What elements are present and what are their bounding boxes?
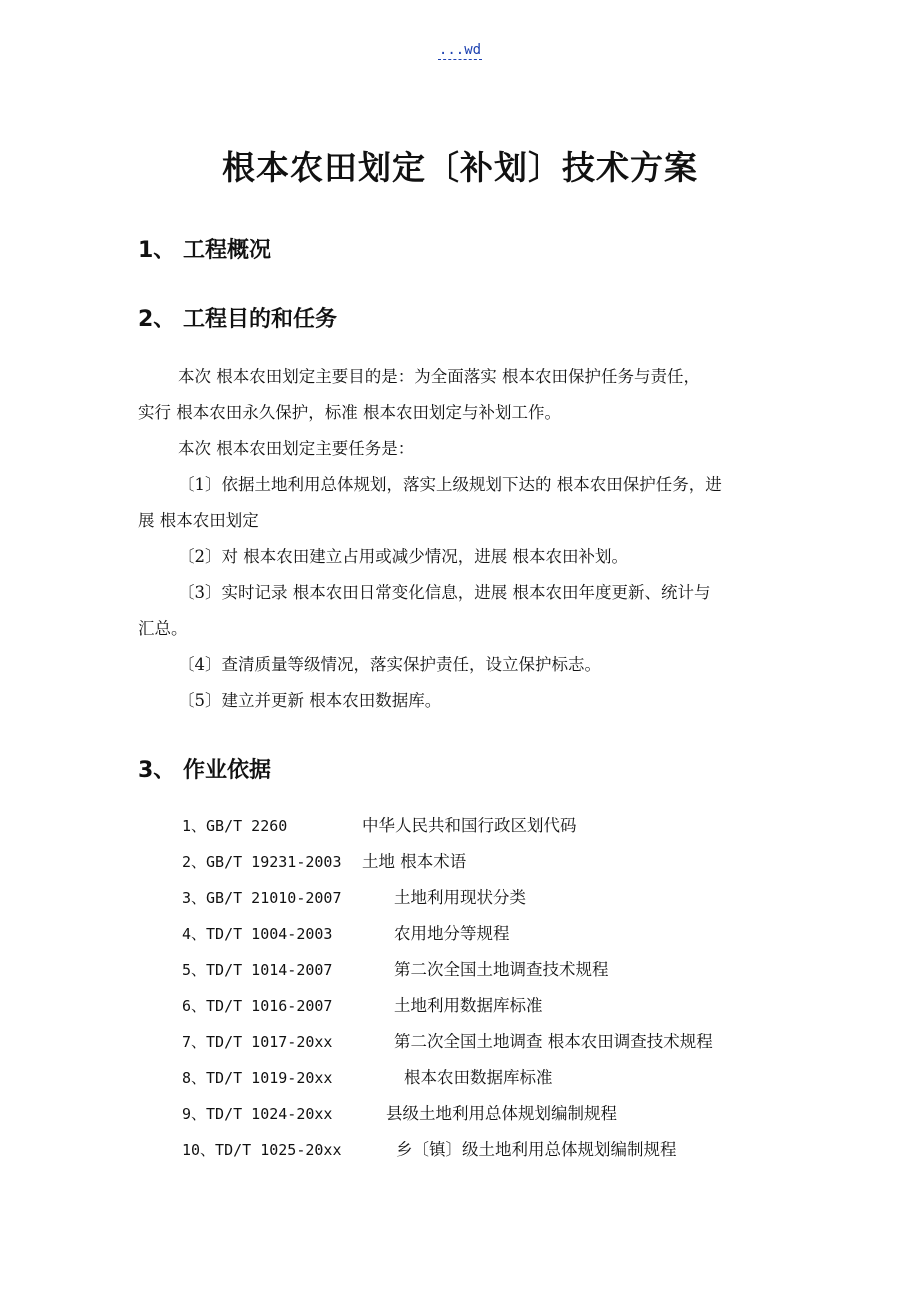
reference-item — [182, 818, 577, 835]
reference-code: 3、GB/T 21010-2007 — [182, 889, 342, 907]
reference-item — [182, 926, 510, 943]
reference-item — [182, 1070, 553, 1087]
reference-item — [182, 854, 466, 871]
reference-code: 10、TD/T 1025-20xx — [182, 1141, 342, 1159]
section-heading-1: 1、 工程概况 — [138, 238, 271, 263]
reference-item — [182, 890, 526, 907]
paragraph-line: 本次 根本农田划定主要任务是： — [178, 439, 415, 458]
reference-code: 4、TD/T 1004-2003 — [182, 925, 333, 943]
reference-title: 县级土地利用总体规划编制规程 — [386, 1104, 617, 1123]
paragraph-line: 本次 根本农田划定主要目的是：为全面落实 根本农田保护任务与责任， — [178, 367, 700, 386]
reference-item — [182, 1106, 617, 1123]
reference-title: 中华人民共和国行政区划代码 — [362, 816, 577, 835]
paragraph-line: 〔5〕建立并更新 根本农田数据库。 — [178, 691, 442, 710]
reference-title: 乡〔镇〕级土地利用总体规划编制规程 — [396, 1140, 677, 1159]
paragraph-line: 实行 根本农田永久保护，标准 根本农田划定与补划工作。 — [138, 403, 561, 422]
reference-item — [182, 962, 609, 979]
paragraph-line: 汇总。 — [138, 619, 188, 638]
header-mark-text: ...wd — [438, 42, 482, 58]
paragraph-line: 〔3〕实时记录 根本农田日常变化信息，进展 根本农田年度更新、统计与 — [178, 583, 711, 602]
paragraph-line: 〔4〕查清质量等级情况，落实保护责任，设立保护标志。 — [178, 655, 601, 674]
reference-title: 土地利用现状分类 — [394, 888, 526, 907]
section-heading-2: 2、 工程目的和任务 — [138, 307, 337, 332]
reference-title: 第二次全国土地调查 根本农田调查技术规程 — [394, 1032, 713, 1051]
paragraph-line: 〔2〕对 根本农田建立占用或减少情况，进展 根本农田补划。 — [178, 547, 628, 566]
reference-title: 第二次全国土地调查技术规程 — [394, 960, 609, 979]
document-title: 根本农田划定〔补划〕技术方案 — [222, 148, 698, 187]
reference-code: 8、TD/T 1019-20xx — [182, 1069, 333, 1087]
reference-item — [182, 1034, 713, 1051]
reference-title: 土地利用数据库标准 — [394, 996, 543, 1015]
reference-title: 农用地分等规程 — [394, 924, 510, 943]
paragraph-line: 〔1〕依据土地利用总体规划，落实上级规划下达的 根本农田保护任务，进 — [178, 475, 722, 494]
reference-code: 5、TD/T 1014-2007 — [182, 961, 333, 979]
paragraph-line: 展 根本农田划定 — [138, 511, 259, 530]
reference-code: 9、TD/T 1024-20xx — [182, 1105, 333, 1123]
reference-code: 1、GB/T 2260 — [182, 817, 288, 835]
header-watermark — [0, 42, 920, 58]
reference-item — [182, 1142, 677, 1159]
reference-title: 根本农田数据库标准 — [404, 1068, 553, 1087]
reference-code: 7、TD/T 1017-20xx — [182, 1033, 333, 1051]
reference-code: 6、TD/T 1016-2007 — [182, 997, 333, 1015]
reference-item — [182, 998, 543, 1015]
reference-title: 土地 根本术语 — [362, 852, 467, 871]
reference-code: 2、GB/T 19231-2003 — [182, 853, 342, 871]
section-heading-3: 3、 作业依据 — [138, 758, 271, 783]
